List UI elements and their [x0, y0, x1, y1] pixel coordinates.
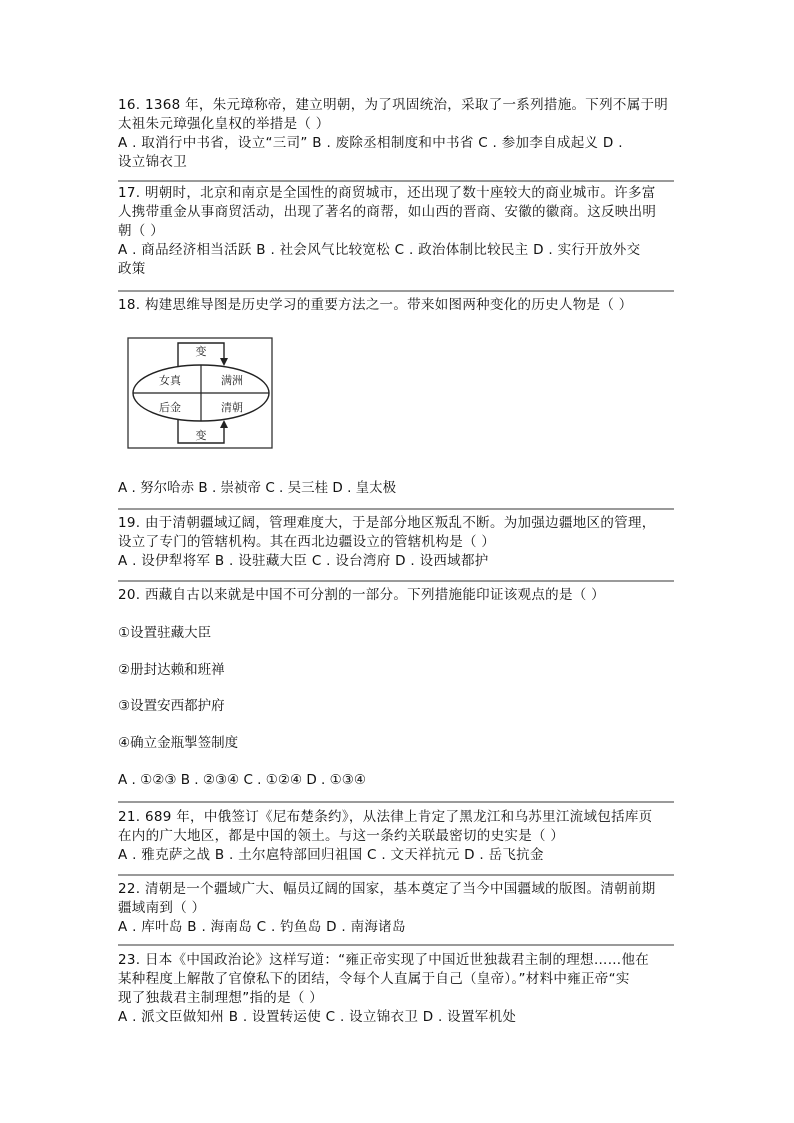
- question-16-options: 设立锦衣卫: [118, 154, 187, 170]
- diagram-cell: 女真: [159, 374, 181, 387]
- question-18-options: A . 努尔哈赤 B . 崇祯帝 C . 吴三桂 D . 皇太极: [118, 480, 397, 496]
- question-19-line: 19. 由于清朝疆域辽阔，管理难度大，于是部分地区叛乱不断。为加强边疆地区的管理，: [118, 515, 656, 531]
- question-17-line: 朝（ ）: [118, 223, 164, 239]
- question-21-line: 21. 689 年，中俄签订《尼布楚条约》，从法律上肯定了黑龙江和乌苏里江流域包括库页: [118, 809, 653, 825]
- diagram-bottom-label: 变: [195, 429, 207, 442]
- question-20-options: A . ①②③ B . ②③④ C . ①②④ D . ①③④: [118, 772, 366, 788]
- separator: [118, 874, 674, 876]
- question-21: [118, 808, 674, 865]
- separator: [118, 180, 674, 182]
- diagram-cell: 后金: [159, 401, 181, 414]
- question-17-options: A . 商品经济相当活跃 B . 社会风气比较宽松 C . 政治体制比较民主 D . 实行开放外交: [118, 242, 641, 258]
- question-17: [118, 184, 674, 279]
- diagram-cell: 清朝: [221, 401, 243, 414]
- question-17-options: 政策: [118, 261, 146, 277]
- question-16-line: 太祖朱元璋强化皇权的举措是（ ）: [118, 116, 330, 132]
- separator: [118, 944, 674, 946]
- question-18-line: 18. 构建思维导图是历史学习的重要方法之一。带来如图两种变化的历史人物是（ ）: [118, 297, 633, 313]
- diagram-cell: 满洲: [221, 374, 243, 387]
- question-23-line: 现了独裁君主制理想”指的是（ ）: [118, 990, 324, 1006]
- question-18: [118, 296, 674, 315]
- question-23-line: 某种程度上解散了官僚私下的团结，令每个人直属于自己（皇帝）。”材料中雍正帝“实: [118, 971, 630, 987]
- question-20: [118, 586, 674, 605]
- question-21-options: A . 雅克萨之战 B . 土尔扈特部回归祖国 C . 文天祥抗元 D . 岳飞抗金: [118, 847, 544, 863]
- question-23-options: A . 派文臣做知州 B . 设置转运使 C . 设立锦衣卫 D . 设置军机处: [118, 1009, 517, 1025]
- question-23: [118, 951, 674, 1027]
- question-20-item: ①设置驻藏大臣: [118, 625, 212, 641]
- question-22-line: 22. 清朝是一个疆域广大、幅员辽阔的国家，基本奠定了当今中国疆域的版图。清朝前期: [118, 881, 656, 897]
- question-17-line: 17. 明朝时，北京和南京是全国性的商贸城市，还出现了数十座较大的商业城市。许多富: [118, 185, 656, 201]
- diagram-top-label: 变: [195, 345, 207, 358]
- question-19-line: 设立了专门的管辖机构。其在西北边疆设立的管辖机构是（ ）: [118, 534, 496, 550]
- question-22-options: A . 库叶岛 B . 海南岛 C . 钓鱼岛 D . 南海诸岛: [118, 919, 406, 935]
- question-16-line: 16. 1368 年，朱元璋称帝，建立明朝，为了巩固统治，采取了一系列措施。下列不属于明: [118, 97, 669, 113]
- question-22: [118, 880, 674, 937]
- question-16-options: A . 取消行中书省，设立“三司” B . 废除丞相制度和中书省 C . 参加李自成起义 D .: [118, 135, 623, 151]
- question-21-line: 在内的广大地区，都是中国的领土。与这一条约关联最密切的史实是（ ）: [118, 828, 565, 844]
- question-22-line: 疆域南到（ ）: [118, 900, 206, 916]
- question-16: [118, 96, 674, 172]
- separator: [118, 508, 674, 510]
- separator: [118, 290, 674, 292]
- question-20-item: ③设置安西都护府: [118, 698, 225, 714]
- question-19-options: A . 设伊犁将军 B . 设驻藏大臣 C . 设台湾府 D . 设西域都护: [118, 553, 489, 569]
- question-20-line: 20. 西藏自古以来就是中国不可分割的一部分。下列措施能印证该观点的是（ ）: [118, 587, 605, 603]
- question-23-line: 23. 日本《中国政治论》这样写道：“雍正帝实现了中国近世独裁君主制的理想……他在: [118, 952, 650, 968]
- question-20-item: ④确立金瓶掣签制度: [118, 735, 239, 751]
- question-19: [118, 514, 674, 571]
- separator: [118, 580, 674, 582]
- question-17-line: 人携带重金从事商贸活动，出现了著名的商帮，如山西的晋商、安徽的徽商。这反映出明: [118, 204, 657, 220]
- separator: [118, 801, 674, 803]
- question-20-item: ②册封达赖和班禅: [118, 662, 225, 678]
- mind-map-diagram: [126, 336, 276, 452]
